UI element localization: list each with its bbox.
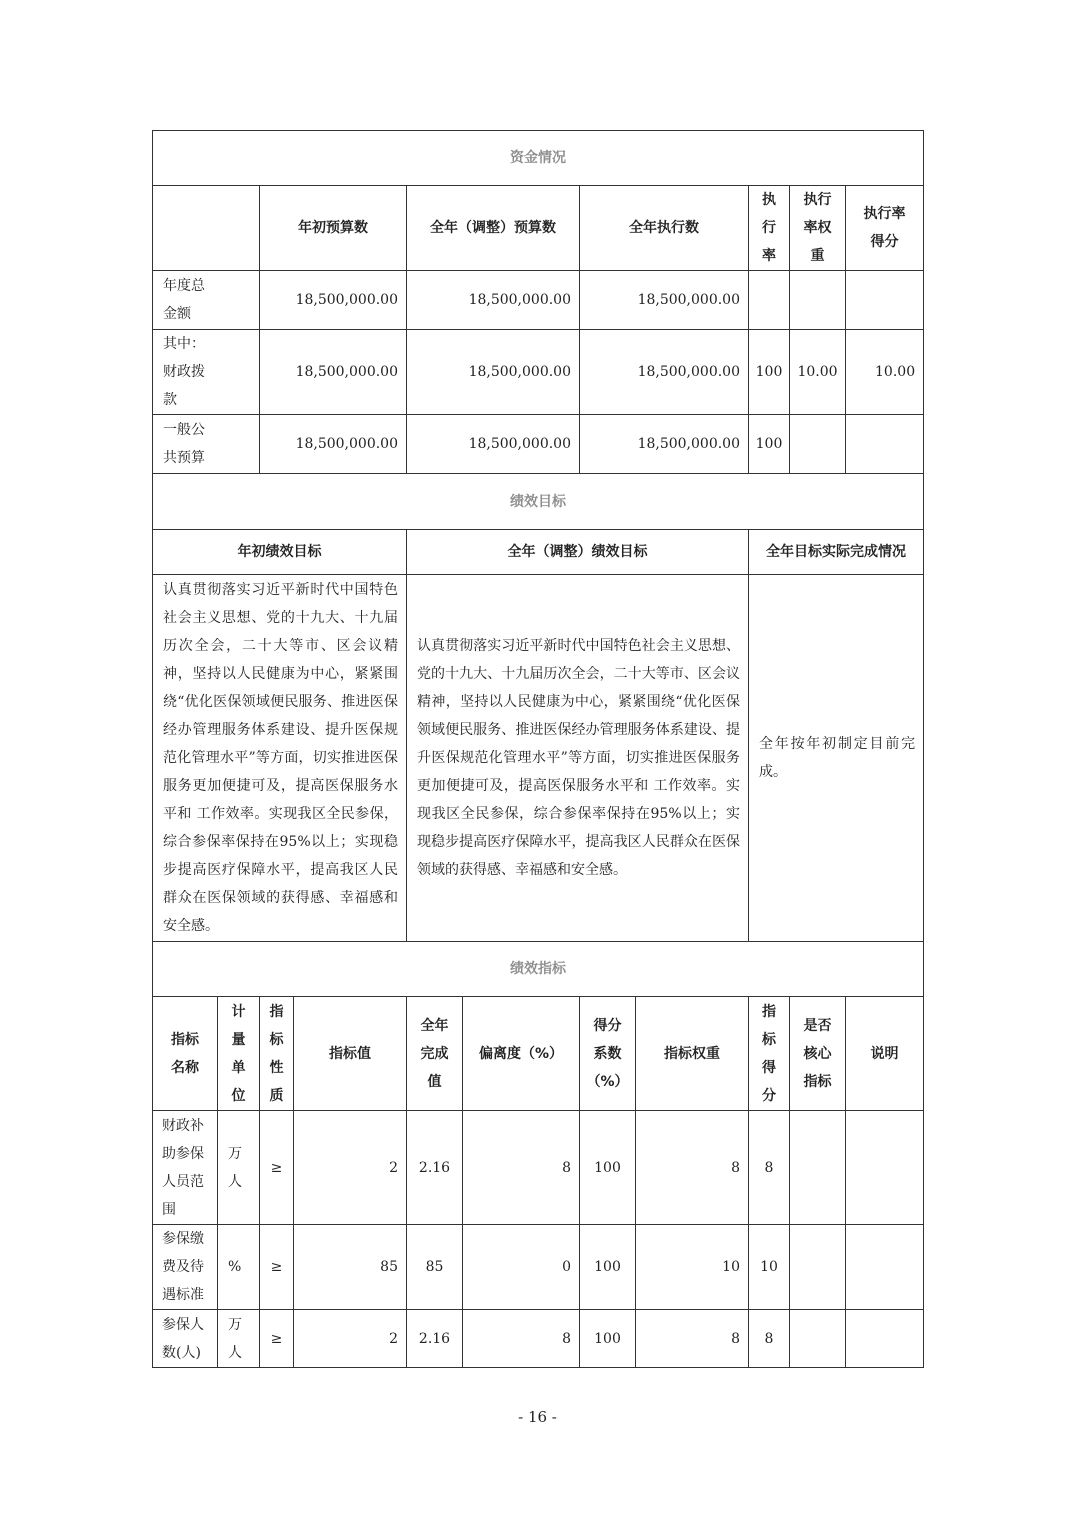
header-line: 指 <box>269 1003 284 1020</box>
funds-rate-value: 100 <box>749 415 790 474</box>
header-line: 得 <box>762 1059 776 1076</box>
goals-actual-text-cell <box>749 575 924 942</box>
name-line: 助参保 <box>162 1145 204 1162</box>
indicator-row <box>153 1310 924 1368</box>
name-line: 费及待 <box>162 1259 204 1275</box>
ind-score: 8 <box>749 1111 790 1225</box>
ind-completed: 85 <box>407 1225 463 1310</box>
ind-deviation: 8 <box>463 1310 580 1368</box>
goals-header-adjusted: 全年（调整）绩效目标 <box>407 530 749 575</box>
ind-nature: ≥ <box>260 1111 294 1225</box>
goals-initial-text-cell <box>153 575 407 942</box>
unit-line: % <box>228 1259 242 1275</box>
ind-header-value: 指标值 <box>294 997 407 1111</box>
name-line: 财政补 <box>162 1117 204 1134</box>
ind-note <box>846 1310 924 1368</box>
indicator-row <box>153 1111 924 1225</box>
performance-table <box>152 130 924 1368</box>
header-line: 是否 <box>803 1017 832 1034</box>
ind-score: 8 <box>749 1310 790 1368</box>
funds-header-blank <box>153 186 260 271</box>
ind-weight: 10 <box>636 1225 749 1310</box>
header-line: 指 <box>762 1003 776 1020</box>
header-line: 执行 <box>803 192 832 208</box>
label-line: 一般公 <box>163 422 205 438</box>
header-line: 名称 <box>171 1059 199 1076</box>
label-line: 金额 <box>163 306 191 322</box>
funds-rate-value <box>749 271 790 330</box>
ind-core <box>790 1310 846 1368</box>
ind-unit <box>218 1310 260 1368</box>
ind-value: 85 <box>294 1225 407 1310</box>
ind-unit <box>218 1111 260 1225</box>
ind-value: 2 <box>294 1111 407 1225</box>
header-line: 率 <box>762 248 776 264</box>
ind-note <box>846 1225 924 1310</box>
name-line: 参保人 <box>162 1316 204 1333</box>
ind-name <box>153 1111 218 1225</box>
funds-adjusted-value: 18,500,000.00 <box>407 330 580 415</box>
ind-core <box>790 1111 846 1225</box>
ind-name <box>153 1310 218 1368</box>
header-line: 标 <box>762 1031 776 1048</box>
ind-header-name <box>153 997 218 1111</box>
unit-line: 人 <box>228 1344 242 1361</box>
ind-coef: 100 <box>580 1310 636 1368</box>
ind-header-weight: 指标权重 <box>636 997 749 1111</box>
label-line: 款 <box>163 392 177 408</box>
ind-header-completed <box>407 997 463 1111</box>
ind-header-core <box>790 997 846 1111</box>
funds-weight-value <box>790 415 846 474</box>
name-line: 参保缴 <box>162 1231 204 1247</box>
header-line: 核心 <box>803 1045 832 1062</box>
header-line: 性 <box>269 1059 284 1076</box>
header-line: 量 <box>231 1031 246 1048</box>
funds-row-label <box>153 330 260 415</box>
name-line: 遇标准 <box>162 1287 204 1303</box>
unit-line: 万 <box>228 1316 242 1333</box>
funds-header-exec-weight <box>790 186 846 271</box>
goals-header-actual: 全年目标实际完成情况 <box>749 530 924 575</box>
indicators-section-title: 绩效指标 <box>153 942 924 997</box>
label-line: 年度总 <box>163 278 205 294</box>
ind-deviation: 0 <box>463 1225 580 1310</box>
header-line: 得分 <box>593 1017 622 1034</box>
unit-line: 人 <box>228 1173 242 1190</box>
page-number: - 16 - <box>518 1408 557 1426</box>
ind-core <box>790 1225 846 1310</box>
header-line: 率权 <box>803 220 832 236</box>
ind-unit <box>218 1225 260 1310</box>
goals-adjusted-text: 认真贯彻落实习近平新时代中国特色社会主义思想、党的十九大、十九届历次全会，二十大等市、区会议精神，坚持以人民健康为中心，紧紧围绕“优化医保领域便民服务、推进医保经办管理服务体系建设、提升医保规范化管理水平”等方面，切实推进医保服务更加便捷可及，提高医保服务水平和 工作效率。实现我区全民参保，综合参保率保持在95%以上；实现稳步提高医疗保障水平，提高我区人民群众在医保领域的获得感、幸福感和安全感。 <box>417 638 740 878</box>
header-line: 行 <box>762 220 776 236</box>
ind-header-nature <box>260 997 294 1111</box>
funds-adjusted-value: 18,500,000.00 <box>407 415 580 474</box>
header-line: 执行率 <box>863 206 906 222</box>
ind-note <box>846 1111 924 1225</box>
ind-coef: 100 <box>580 1111 636 1225</box>
funds-adjusted-value: 18,500,000.00 <box>407 271 580 330</box>
ind-nature: ≥ <box>260 1225 294 1310</box>
funds-weight-value <box>790 271 846 330</box>
unit-line: 万 <box>228 1145 242 1162</box>
label-line: 财政拨 <box>163 364 205 380</box>
ind-coef: 100 <box>580 1225 636 1310</box>
header-line: 指标 <box>171 1031 199 1048</box>
ind-header-score <box>749 997 790 1111</box>
funds-rate-value: 100 <box>749 330 790 415</box>
funds-header-exec-rate <box>749 186 790 271</box>
funds-score-value: 10.00 <box>846 330 924 415</box>
funds-initial-value: 18,500,000.00 <box>260 330 407 415</box>
ind-deviation: 8 <box>463 1111 580 1225</box>
funds-section-title: 资金情况 <box>153 131 924 186</box>
label-line: 其中： <box>163 336 205 352</box>
indicator-row <box>153 1225 924 1310</box>
header-line: 重 <box>810 248 825 264</box>
label-line: 共预算 <box>163 450 205 466</box>
header-line: 全年 <box>420 1017 449 1034</box>
ind-score: 10 <box>749 1225 790 1310</box>
header-line: 指标 <box>803 1073 832 1090</box>
funds-row-general <box>153 415 924 474</box>
funds-header-executed: 全年执行数 <box>580 186 749 271</box>
header-line: 执 <box>762 192 776 208</box>
header-line: 标 <box>269 1031 284 1048</box>
header-line: 得分 <box>870 234 899 250</box>
goals-section-title: 绩效目标 <box>153 474 924 530</box>
name-line: 围 <box>162 1201 176 1218</box>
ind-completed: 2.16 <box>407 1310 463 1368</box>
funds-header-adjusted-budget: 全年（调整）预算数 <box>407 186 580 271</box>
goals-actual-text: 全年按年初制定目前完成。 <box>759 736 916 780</box>
ind-header-coef <box>580 997 636 1111</box>
header-line: 质 <box>269 1087 284 1104</box>
ind-nature: ≥ <box>260 1310 294 1368</box>
ind-completed: 2.16 <box>407 1111 463 1225</box>
funds-row-fiscal <box>153 330 924 415</box>
funds-score-value <box>846 415 924 474</box>
funds-row-label <box>153 415 260 474</box>
header-line: 计 <box>231 1003 246 1020</box>
funds-executed-value: 18,500,000.00 <box>580 330 749 415</box>
funds-row-total <box>153 271 924 330</box>
ind-value: 2 <box>294 1310 407 1368</box>
header-line: （%） <box>586 1073 629 1090</box>
funds-weight-value: 10.00 <box>790 330 846 415</box>
header-line: 单 <box>231 1059 246 1076</box>
goals-header-initial: 年初绩效目标 <box>153 530 407 575</box>
goals-initial-text: 认真贯彻落实习近平新时代中国特色社会主义思想、党的十九大、十九届历次全会，二十大等市、区会议精神，坚持以人民健康为中心，紧紧围绕“优化医保领域便民服务、推进医保经办管理服务体系建设、提升医保规范化管理水平”等方面，切实推进医保服务更加便捷可及，提高医保服务水平和 工作效率。实现我区全民参保，综合参保率保持在95%以上；实现稳步提高医疗保障水平，提高我区人民群众在医保领域的获得感、幸福感和安全感。 <box>163 582 398 934</box>
funds-header-initial-budget: 年初预算数 <box>260 186 407 271</box>
ind-header-note: 说明 <box>846 997 924 1111</box>
funds-row-label <box>153 271 260 330</box>
funds-initial-value: 18,500,000.00 <box>260 415 407 474</box>
header-line: 分 <box>762 1087 776 1104</box>
header-line: 值 <box>427 1073 442 1090</box>
header-line: 系数 <box>593 1045 622 1062</box>
ind-header-deviation: 偏离度（%） <box>463 997 580 1111</box>
ind-header-unit <box>218 997 260 1111</box>
funds-header-exec-score <box>846 186 924 271</box>
header-line: 完成 <box>420 1045 449 1062</box>
ind-name <box>153 1225 218 1310</box>
ind-weight: 8 <box>636 1111 749 1225</box>
funds-score-value <box>846 271 924 330</box>
ind-weight: 8 <box>636 1310 749 1368</box>
funds-initial-value: 18,500,000.00 <box>260 271 407 330</box>
name-line: 数(人) <box>162 1344 201 1361</box>
name-line: 人员范 <box>162 1173 204 1190</box>
funds-executed-value: 18,500,000.00 <box>580 415 749 474</box>
header-line: 位 <box>231 1087 246 1104</box>
funds-executed-value: 18,500,000.00 <box>580 271 749 330</box>
goals-adjusted-text-cell <box>407 575 749 942</box>
